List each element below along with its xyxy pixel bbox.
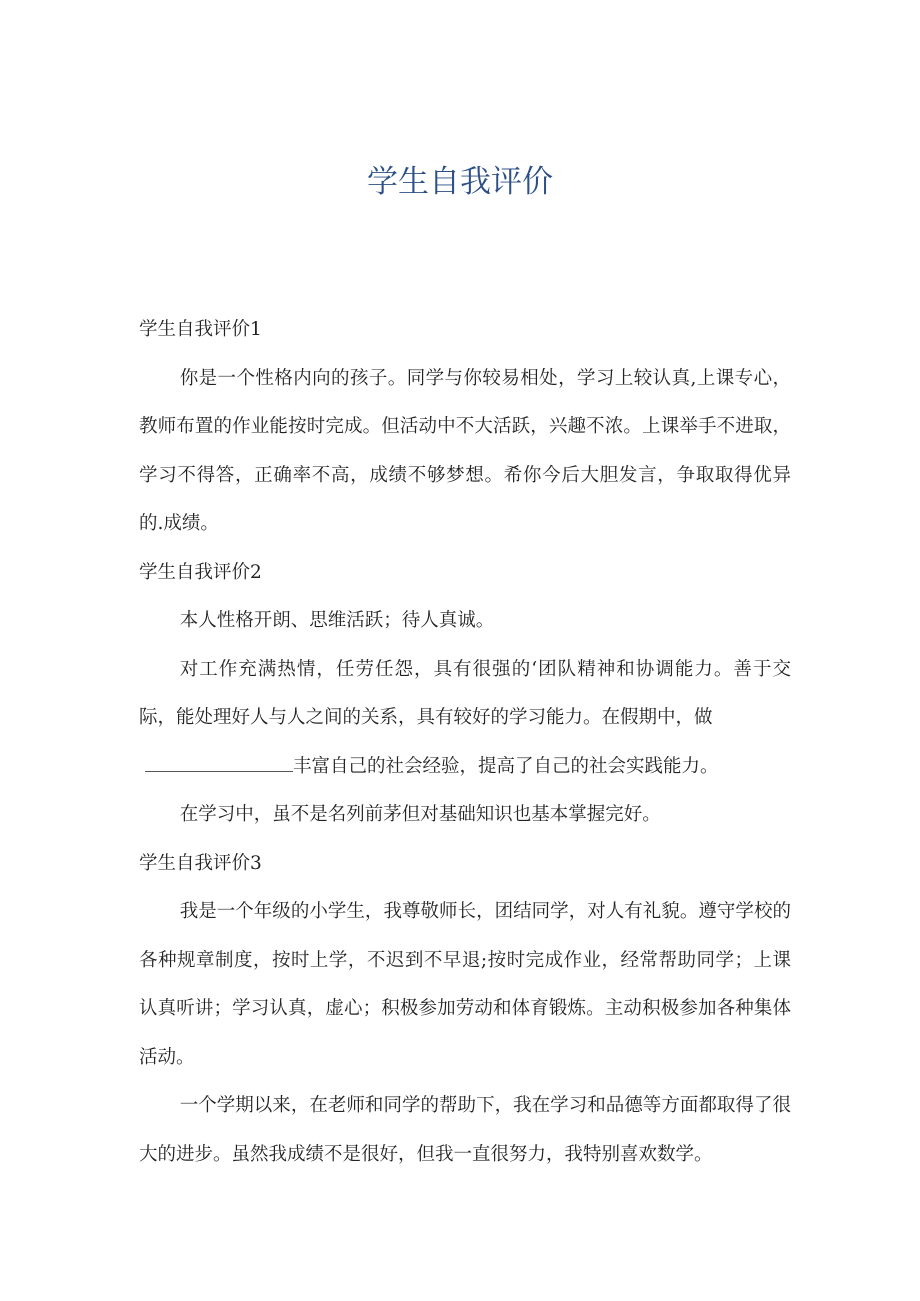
section-2-paragraph-2: 对工作充满热情，任劳任怨，具有很强的‘团队精神和协调能力。善于交际，能处理好人与人之间的关系，具有较好的学习能力。在假期中，做: [139, 658, 791, 728]
section-3-paragraph-2: 一个学期以来，在老师和同学的帮助下，我在学习和品德等方面都取得了很大的进步。虽然我成绩不是很好，但我一直很努力，我特别喜欢数学。: [139, 1095, 791, 1165]
document-body: [139, 306, 791, 1179]
section-2-paragraph-3: 丰富自己的社会经验，提高了自己的社会实践能力。: [293, 755, 719, 777]
fill-in-blank: [145, 757, 293, 772]
section-heading-1: 学生自我评价1: [139, 319, 262, 340]
section-2-paragraph-1: 本人性格开朗、思维活跃；待人真诚。: [179, 610, 495, 631]
document-title: 学生自我评价: [367, 164, 553, 200]
section-heading-2: 学生自我评价2: [139, 561, 262, 583]
section-heading-3: 学生自我评价3: [139, 852, 262, 874]
section-1-paragraph-1: 你是一个性格内向的孩子。同学与你较易相处，学习上较认真,上课专心，教师布置的作业能按时完成。但活动中不大活跃，兴趣不浓。上课举手不进取，学习不得答，正确率不高，成绩不够梦想。希你今后大胆发言，争取取得优异的.成绩。: [139, 367, 791, 534]
section-2-paragraph-4: 在学习中，虽不是名列前茅但对基础知识也基本掌握完好。: [179, 804, 661, 825]
section-3-paragraph-1: 我是一个年级的小学生，我尊敬师长，团结同学，对人有礼貌。遵守学校的各种规章制度，按时上学，不迟到不早退;按时完成作业，经常帮助同学；上课认真听讲；学习认真，虚心；积极参加劳动和体育锻炼。主动积极参加各种集体活动。: [139, 901, 791, 1068]
section-2-blank-line: [139, 743, 791, 792]
